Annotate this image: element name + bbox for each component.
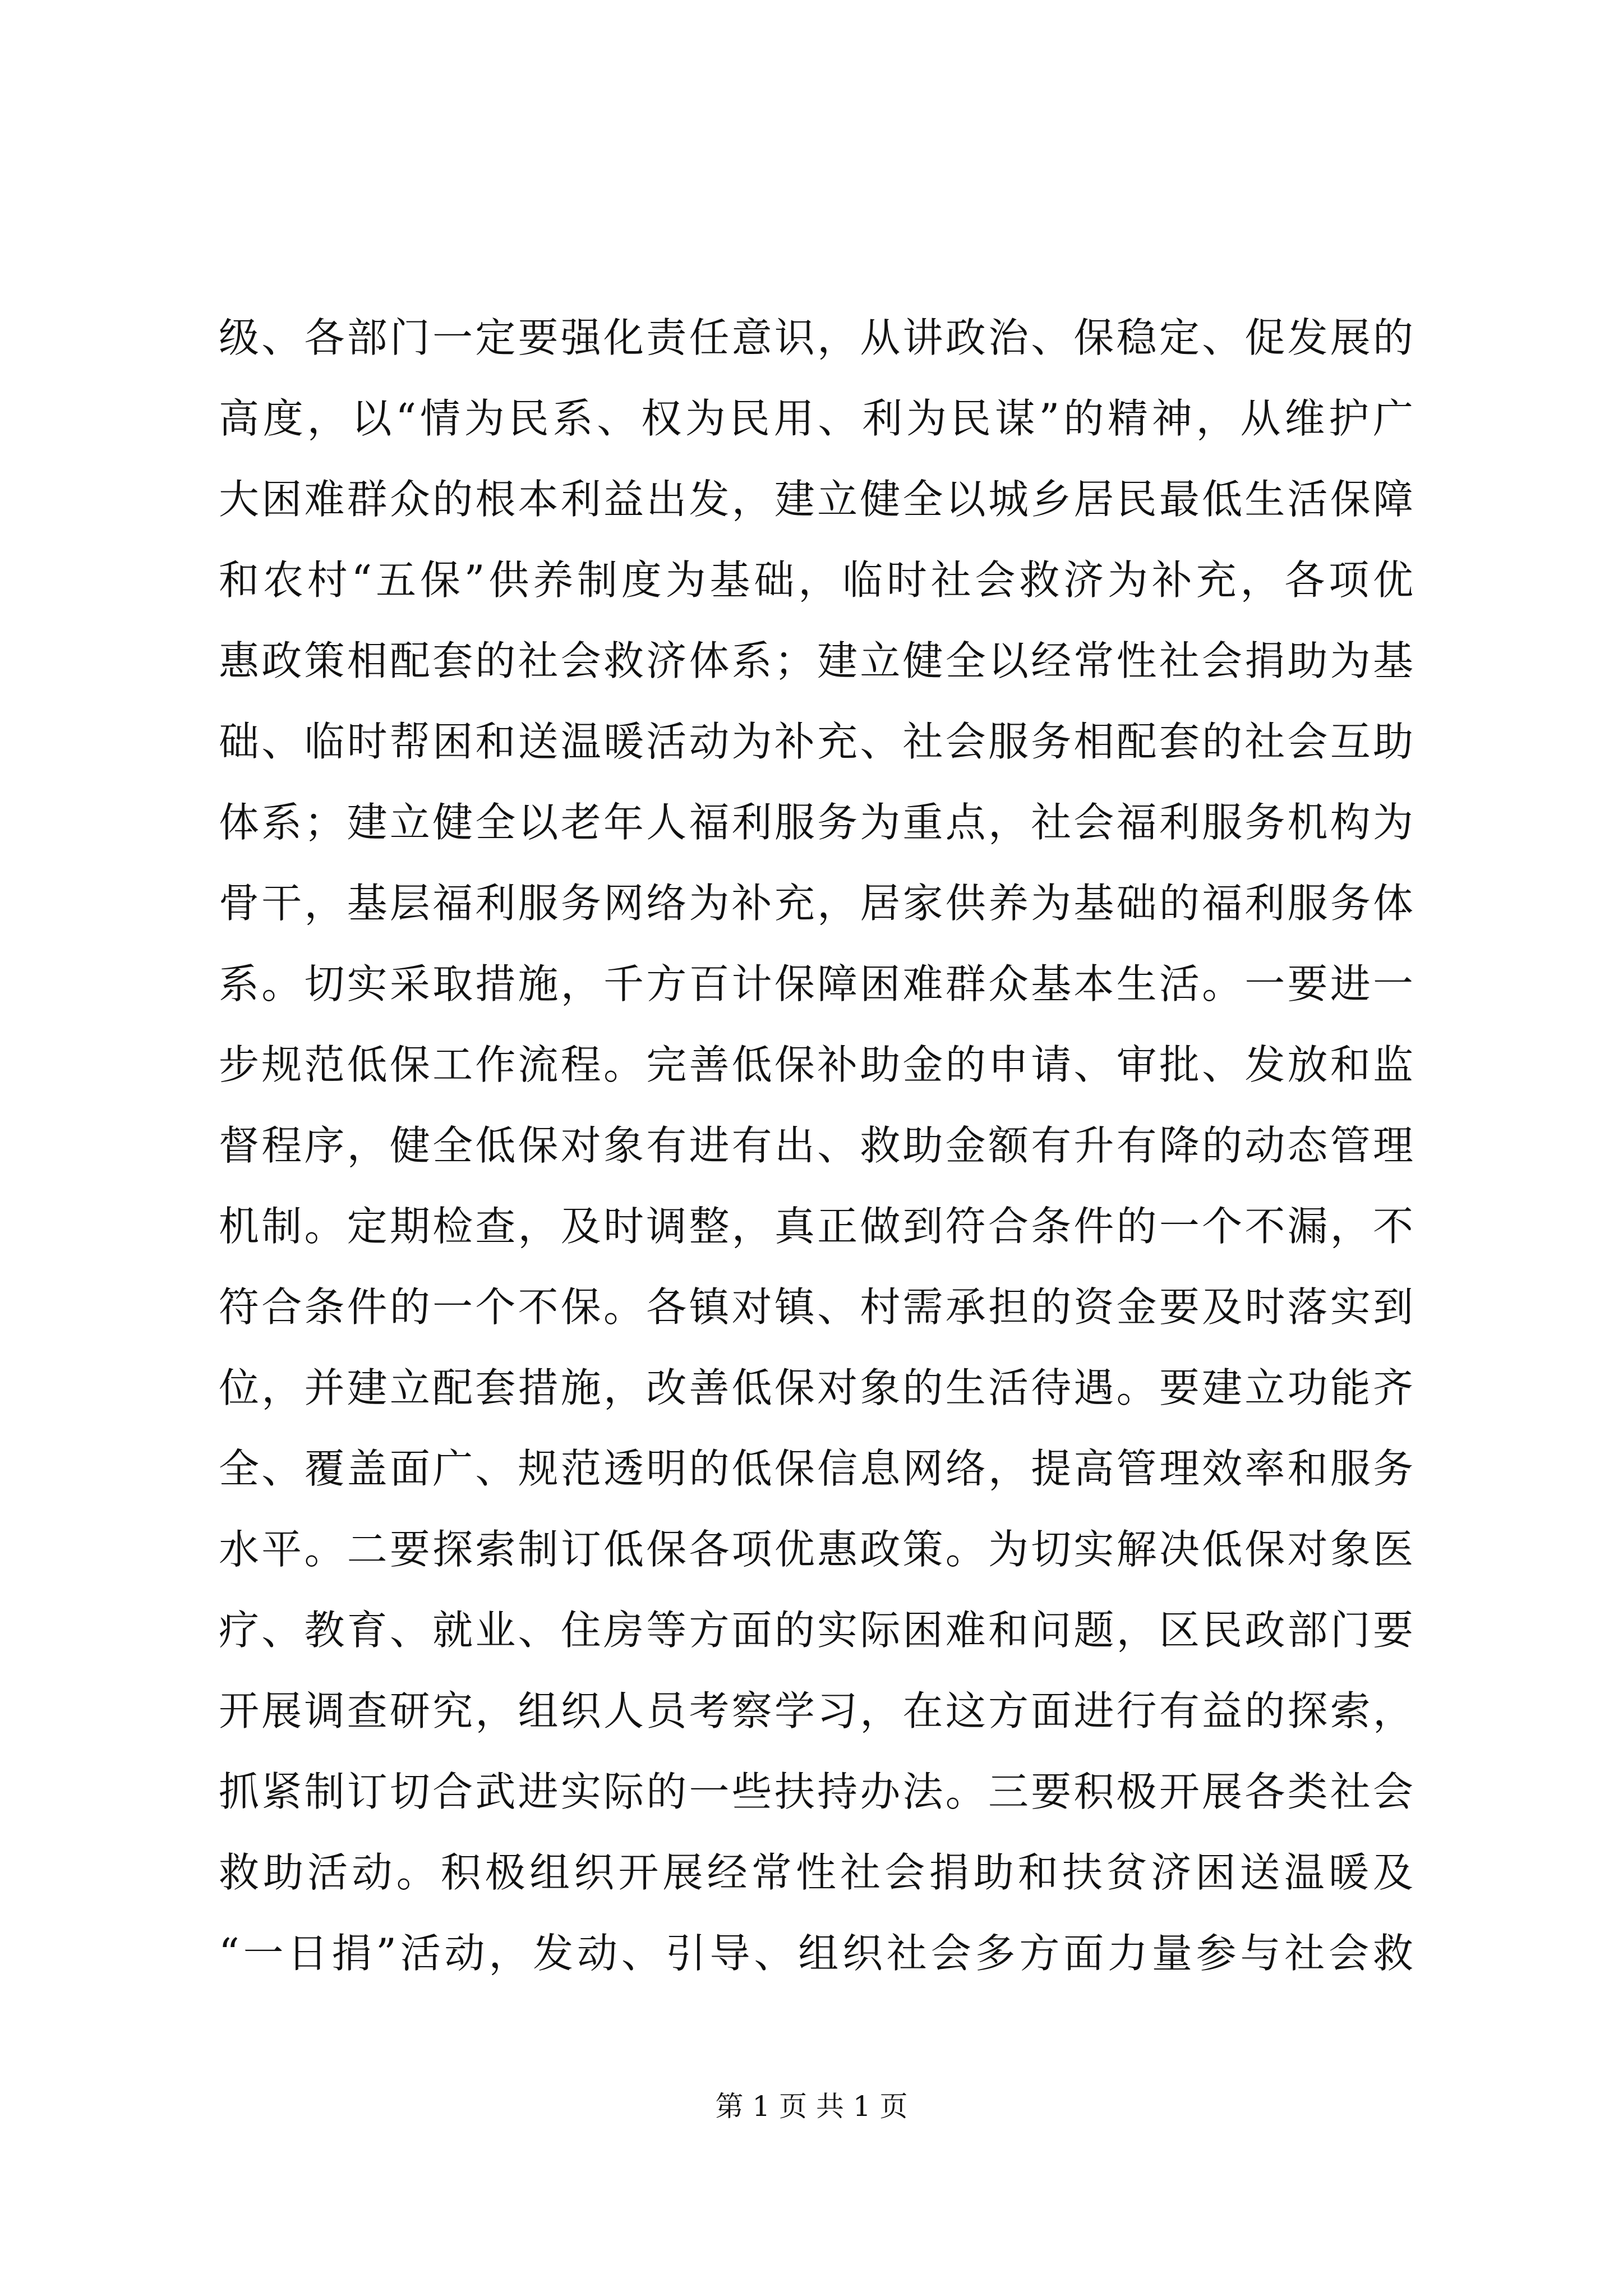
text-line: 础、临时帮困和送温暖活动为补充、社会服务相配套的社会互助	[219, 718, 1413, 765]
text-line: 位，并建立配套措施，改善低保对象的生活待遇。要建立功能齐	[219, 1364, 1413, 1411]
page-footer	[0, 2084, 1623, 2124]
text-line: 水平。二要探索制订低保各项优惠政策。为切实解决低保对象医	[219, 1526, 1413, 1573]
text-line: 全、覆盖面广、规范透明的低保信息网络，提高管理效率和服务	[219, 1445, 1413, 1492]
text-line: 符合条件的一个不保。各镇对镇、村需承担的资金要及时落实到	[219, 1283, 1413, 1331]
text-line: “一日捐”活动，发动、引导、组织社会多方面力量参与社会救	[219, 1930, 1413, 1977]
text-line: 抓紧制订切合武进实际的一些扶持办法。三要积极开展各类社会	[219, 1768, 1413, 1815]
text-line: 系。切实采取措施，千方百计保障困难群众基本生活。一要进一	[219, 960, 1413, 1007]
text-line: 骨干，基层福利服务网络为补充，居家供养为基础的福利服务体	[219, 880, 1413, 927]
text-line: 级、各部门一定要强化责任意识，从讲政治、保稳定、促发展的	[219, 314, 1413, 361]
text-line: 惠政策相配套的社会救济体系；建立健全以经常性社会捐助为基	[219, 637, 1413, 684]
text-line: 机制。定期检查，及时调整，真正做到符合条件的一个不漏，不	[219, 1203, 1413, 1250]
page-number-label: 第 1 页 共 1 页	[715, 2090, 908, 2123]
text-line: 督程序，健全低保对象有进有出、救助金额有升有降的动态管理	[219, 1122, 1413, 1169]
text-line: 大困难群众的根本利益出发，建立健全以城乡居民最低生活保障	[219, 476, 1413, 523]
text-line: 体系；建立健全以老年人福利服务为重点，社会福利服务机构为	[219, 799, 1413, 846]
text-line: 高度，以“情为民系、权为民用、利为民谋”的精神，从维护广	[219, 395, 1413, 442]
text-line: 开展调查研究，组织人员考察学习，在这方面进行有益的探索，	[219, 1687, 1413, 1734]
text-line: 和农村“五保”供养制度为基础，临时社会救济为补充，各项优	[219, 556, 1413, 604]
text-line: 救助活动。积极组织开展经常性社会捐助和扶贫济困送温暖及	[219, 1849, 1413, 1896]
text-line: 步规范低保工作流程。完善低保补助金的申请、审批、发放和监	[219, 1041, 1413, 1088]
text-line: 疗、教育、就业、住房等方面的实际困难和问题，区民政部门要	[219, 1607, 1413, 1654]
body-paragraph	[219, 297, 1413, 1994]
